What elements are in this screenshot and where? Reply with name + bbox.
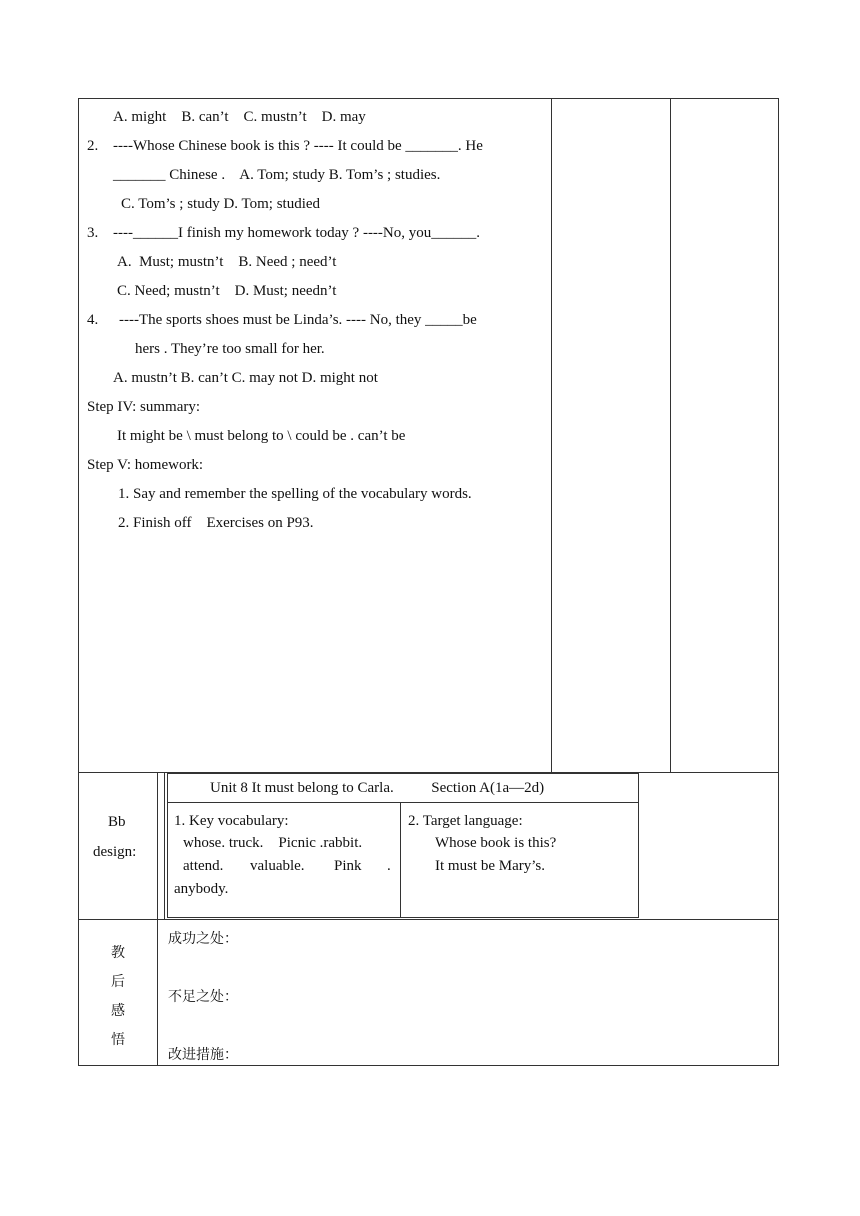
table-border-bottom [78,1065,779,1066]
reflection-success: 成功之处： [168,931,238,947]
q3-line3: C. Need; mustn’t D. Must; needn’t [117,283,337,299]
q3-line1: ----______I finish my homework today ? ----No, you______. [113,225,481,241]
column-divider [670,98,671,773]
q2-number: 2. [87,138,99,154]
target-line2: It must be Mary’s. [435,858,545,874]
q2-line3: C. Tom’s ; study D. Tom; studied [121,196,321,212]
reflection-label-char: 后 [111,974,125,990]
bb-box-right [638,773,639,918]
column-divider [551,98,552,773]
summary-text: It might be \ must belong to \ could be . can’t be [117,428,406,444]
bb-box-mid [167,802,638,803]
homework-heading: Step V: homework: [87,457,204,473]
reflection-shortcomings: 不足之处： [168,989,238,1005]
q3-line2: A. Must; mustn’t B. Need ; need’t [117,254,337,270]
bb-box-split [400,802,401,918]
bb-box-top [167,773,638,774]
vocab-word: . [387,858,391,874]
vocab-line3: anybody. [174,881,229,897]
bb-label-line1: Bb [108,814,126,830]
table-border-top [78,98,779,99]
vocab-word: valuable. [250,858,305,874]
table-border-left [78,98,79,1066]
vocab-word: attend. [183,858,224,874]
vocab-heading: 1. Key vocabulary: [174,813,289,829]
label-column-divider-inner [164,772,165,920]
table-border-right [778,98,779,1066]
bb-title: Unit 8 It must belong to Carla. Section A(1a—2d) [210,780,545,796]
target-line1: Whose book is this? [435,835,557,851]
q2-line1: ----Whose Chinese book is this ? ---- It could be _______. He [113,138,483,154]
bb-box-bottom [167,917,638,918]
q4-line2: hers . They’re too small for her. [135,341,325,357]
summary-heading: Step IV: summary: [87,399,201,415]
vocab-line1: whose. truck. Picnic .rabbit. [183,835,363,851]
reflection-improvements: 改进措施： [168,1047,238,1063]
q2-line2: _______ Chinese . A. Tom; study B. Tom’s ; studies. [113,167,441,183]
bb-label-line2: design: [93,844,137,860]
reflection-label-char: 悟 [111,1032,125,1048]
vocab-word: Pink [334,858,362,874]
q3-number: 3. [87,225,99,241]
row-divider [78,919,779,920]
homework-item-1: 1. Say and remember the spelling of the vocabulary words. [118,486,472,502]
target-heading: 2. Target language: [408,813,523,829]
q1-options: A. might B. can’t C. mustn’t D. may [113,109,366,125]
label-column-divider [157,772,158,1066]
q4-line1: ----The sports shoes must be Linda’s. ---- No, they _____be [119,312,477,328]
q4-number: 4. [87,312,99,328]
reflection-label-char: 教 [111,945,125,961]
q4-line3: A. mustn’t B. can’t C. may not D. might not [113,370,378,386]
reflection-label-char: 感 [111,1003,125,1019]
homework-item-2: 2. Finish off Exercises on P93. [118,515,314,531]
bb-box-left [167,773,168,918]
